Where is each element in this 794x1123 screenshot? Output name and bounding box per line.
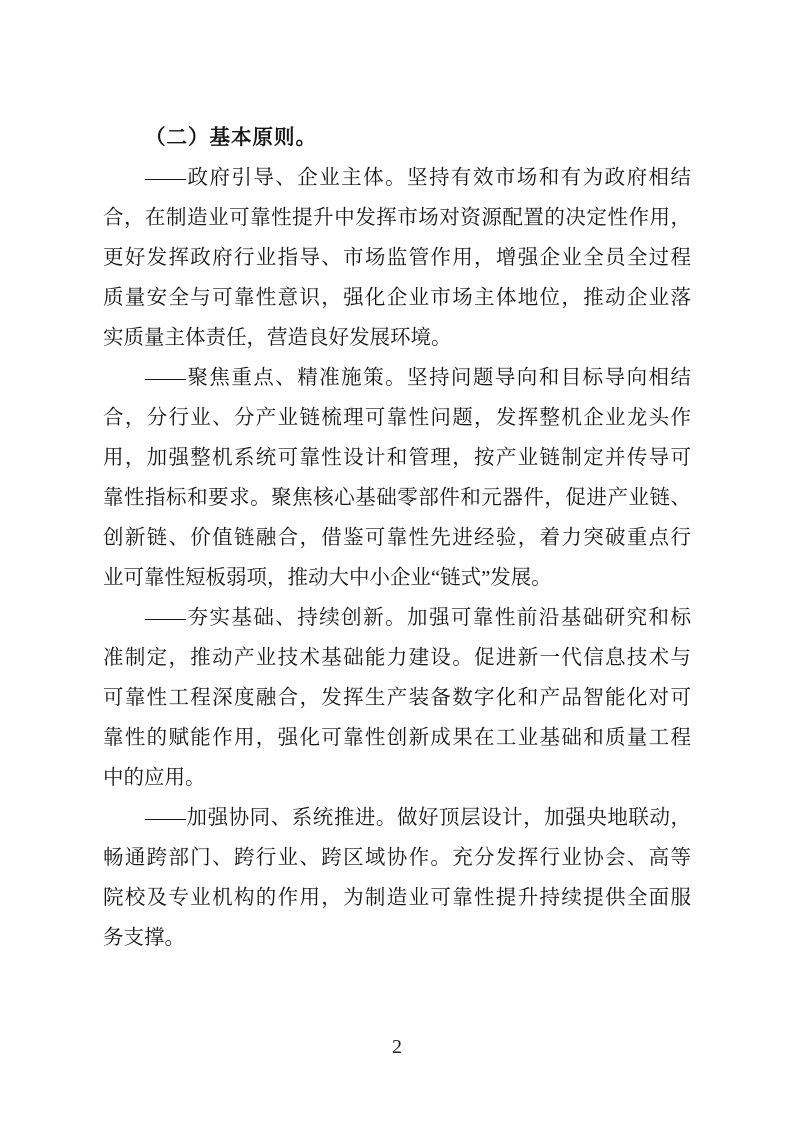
- body-line: ——政府引导、企业主体。坚持有效市场和有为政府相结: [145, 167, 691, 189]
- body-line: 准制定，推动产业技术基础能力建设。促进新一代信息技术与: [103, 647, 691, 669]
- document-body: [103, 118, 691, 958]
- body-line: 合，在制造业可靠性提升中发挥市场对资源配置的决定性作用，: [103, 207, 691, 229]
- paragraph-government-guidance: [103, 158, 691, 358]
- body-line: 用，加强整机系统可靠性设计和管理，按产业链制定并传导可: [103, 447, 691, 469]
- page-number: 2: [392, 1036, 402, 1058]
- body-line: ——聚焦重点、精准施策。坚持问题导向和目标导向相结: [145, 367, 691, 389]
- body-line: ——加强协同、系统推进。做好顶层设计，加强央地联动，: [145, 807, 691, 829]
- paragraph-solid-foundation: [103, 598, 691, 798]
- body-line: 业可靠性短板弱项，推动大中小企业“链式”发展。: [103, 567, 552, 589]
- paragraph-focus-precision: [103, 358, 691, 598]
- body-line: ——夯实基础、持续创新。加强可靠性前沿基础研究和标: [145, 607, 691, 629]
- body-line: 合，分行业、分产业链梳理可靠性问题，发挥整机企业龙头作: [103, 407, 691, 429]
- body-line: 实质量主体责任，营造良好发展环境。: [103, 327, 452, 349]
- body-line: 可靠性工程深度融合，发挥生产装备数字化和产品智能化对可: [103, 687, 691, 709]
- body-line: 中的应用。: [103, 767, 206, 789]
- body-line: 务支撑。: [103, 927, 185, 949]
- body-line: 靠性指标和要求。聚焦核心基础零部件和元器件，促进产业链、: [103, 487, 691, 509]
- body-line: 畅通跨部门、跨行业、跨区域协作。充分发挥行业协会、高等: [103, 847, 691, 869]
- body-line: 院校及专业机构的作用，为制造业可靠性提升持续提供全面服: [103, 887, 691, 909]
- paragraph-strengthen-coordination: [103, 798, 691, 958]
- body-line: 质量安全与可靠性意识，强化企业市场主体地位，推动企业落: [103, 287, 691, 309]
- body-line: 靠性的赋能作用，强化可靠性创新成果在工业基础和质量工程: [103, 727, 691, 749]
- section-heading: （二）基本原则。: [145, 127, 317, 149]
- body-line: 更好发挥政府行业指导、市场监管作用，增强企业全员全过程: [103, 247, 691, 269]
- body-line: 创新链、价值链融合，借鉴可靠性先进经验，着力突破重点行: [103, 527, 691, 549]
